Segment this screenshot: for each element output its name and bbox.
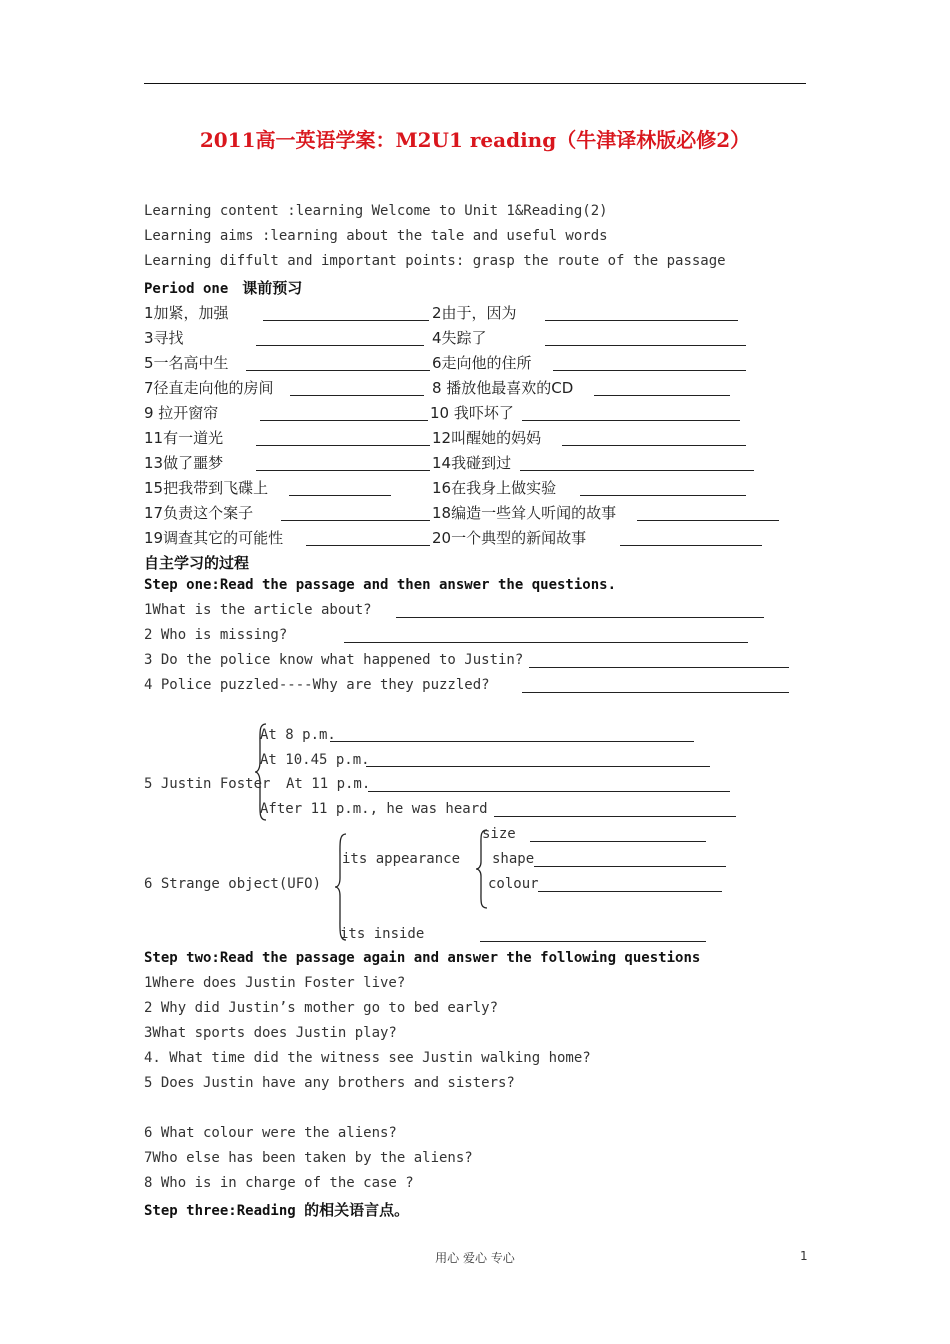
period-subtitle: 课前预习	[242, 279, 303, 297]
step-two-heading: Step two:Read the passage again and answer the following questions	[144, 950, 701, 966]
learning-aims: Learning aims :learning about the tale and useful words	[144, 228, 608, 244]
vocab-item: 6走向他的住所	[432, 354, 532, 372]
answer-blank[interactable]	[256, 470, 430, 471]
answer-blank[interactable]	[534, 866, 726, 867]
step-one-q4: 4 Police puzzled----Why are they puzzled?	[144, 677, 490, 693]
answer-blank[interactable]	[330, 741, 694, 742]
learning-content: Learning content :learning Welcome to Unit 1&Reading(2)	[144, 203, 608, 219]
vocab-item: 20一个典型的新闻故事	[432, 529, 587, 547]
step-three-heading-en: Step three:Reading	[144, 1203, 305, 1219]
step-one-q6: 6 Strange object(UFO)	[144, 876, 322, 892]
vocab-item: 12叫醒她的妈妈	[432, 429, 542, 447]
timeline-1045pm: At 10.45 p.m.	[260, 752, 370, 768]
answer-blank[interactable]	[246, 370, 430, 371]
page-title: 2011高一英语学案：M2U1 reading（牛津译林版必修2）	[199, 128, 751, 152]
step-one-heading: Step one:Read the passage and then answer the questions.	[144, 577, 617, 593]
answer-blank[interactable]	[538, 891, 722, 892]
step-one-q2: 2 Who is missing?	[144, 627, 288, 643]
step-two-question: 5 Does Justin have any brothers and sisters?	[144, 1075, 515, 1091]
answer-blank[interactable]	[580, 495, 746, 496]
header-rule	[144, 83, 806, 84]
vocab-item: 10 我吓坏了	[430, 404, 514, 422]
vocab-item: 1加紧，加强	[144, 304, 229, 322]
ufo-size: size	[482, 826, 516, 842]
step-one-q3: 3 Do the police know what happened to Justin?	[144, 652, 524, 668]
answer-blank[interactable]	[263, 320, 429, 321]
answer-blank[interactable]	[553, 370, 746, 371]
vocab-item: 17负责这个案子	[144, 504, 254, 522]
vocab-item: 19调查其它的可能性	[144, 529, 284, 547]
ufo-shape: shape	[492, 851, 535, 867]
answer-blank[interactable]	[545, 320, 738, 321]
vocab-item: 16在我身上做实验	[432, 479, 557, 497]
step-one-q5: 5 Justin Foster	[144, 776, 271, 792]
ufo-colour: colour	[488, 876, 539, 892]
self-study-heading: 自主学习的过程	[144, 554, 250, 572]
vocab-item: 2由于，因为	[432, 304, 517, 322]
step-three-heading	[144, 1199, 409, 1220]
answer-blank[interactable]	[562, 445, 746, 446]
answer-blank[interactable]	[480, 941, 706, 942]
vocab-item: 4失踪了	[432, 329, 487, 347]
answer-blank[interactable]	[366, 766, 710, 767]
vocab-item: 18编造一些耸人听闻的故事	[432, 504, 617, 522]
answer-blank[interactable]	[368, 791, 730, 792]
answer-blank[interactable]	[637, 520, 779, 521]
timeline-after-11pm: After 11 p.m., he was heard	[260, 801, 488, 817]
answer-blank[interactable]	[290, 395, 424, 396]
vocab-item: 15把我带到飞碟上	[144, 479, 269, 497]
step-two-question: 4. What time did the witness see Justin walking home?	[144, 1050, 591, 1066]
ufo-inside: its inside	[340, 926, 425, 942]
step-two-question: 7Who else has been taken by the aliens?	[144, 1150, 473, 1166]
answer-blank[interactable]	[530, 841, 706, 842]
step-three-heading-cn: 的相关语言点。	[304, 1201, 410, 1219]
step-two-question: 3What sports does Justin play?	[144, 1025, 397, 1041]
timeline-8pm: At 8 p.m.	[260, 727, 336, 743]
vocab-item: 3寻找	[144, 329, 184, 347]
answer-blank[interactable]	[529, 667, 789, 668]
page-footer: 用心 爱心 专心	[435, 1251, 515, 1265]
vocab-item: 11有一道光	[144, 429, 224, 447]
answer-blank[interactable]	[522, 420, 740, 421]
page-number: 1	[800, 1249, 808, 1263]
answer-blank[interactable]	[522, 692, 789, 693]
answer-blank[interactable]	[494, 816, 736, 817]
answer-blank[interactable]	[396, 617, 764, 618]
answer-blank[interactable]	[256, 345, 424, 346]
vocab-item: 13做了噩梦	[144, 454, 224, 472]
answer-blank[interactable]	[545, 345, 746, 346]
answer-blank[interactable]	[260, 420, 428, 421]
ufo-appearance: its appearance	[342, 851, 461, 867]
vocab-item: 8 播放他最喜欢的CD	[432, 379, 574, 397]
vocab-item: 7径直走向他的房间	[144, 379, 274, 397]
step-two-question: 2 Why did Justin’s mother go to bed early?	[144, 1000, 499, 1016]
answer-blank[interactable]	[594, 395, 730, 396]
period-heading	[144, 277, 302, 298]
answer-blank[interactable]	[281, 520, 430, 521]
step-two-question: 6 What colour were the aliens?	[144, 1125, 397, 1141]
answer-blank[interactable]	[289, 495, 391, 496]
vocab-item: 9 拉开窗帘	[144, 404, 219, 422]
timeline-11pm: At 11 p.m.	[286, 776, 371, 792]
step-one-q1: 1What is the article about?	[144, 602, 372, 618]
vocab-item: 14我碰到过	[432, 454, 512, 472]
vocab-item: 5一名高中生	[144, 354, 229, 372]
learning-points: Learning diffult and important points: grasp the route of the passage	[144, 253, 726, 269]
answer-blank[interactable]	[256, 445, 430, 446]
answer-blank[interactable]	[620, 545, 762, 546]
answer-blank[interactable]	[344, 642, 748, 643]
period-label: Period one	[144, 281, 229, 297]
step-two-question: 1Where does Justin Foster live?	[144, 975, 406, 991]
answer-blank[interactable]	[520, 470, 754, 471]
step-two-question: 8 Who is in charge of the case ?	[144, 1175, 414, 1191]
answer-blank[interactable]	[306, 545, 430, 546]
